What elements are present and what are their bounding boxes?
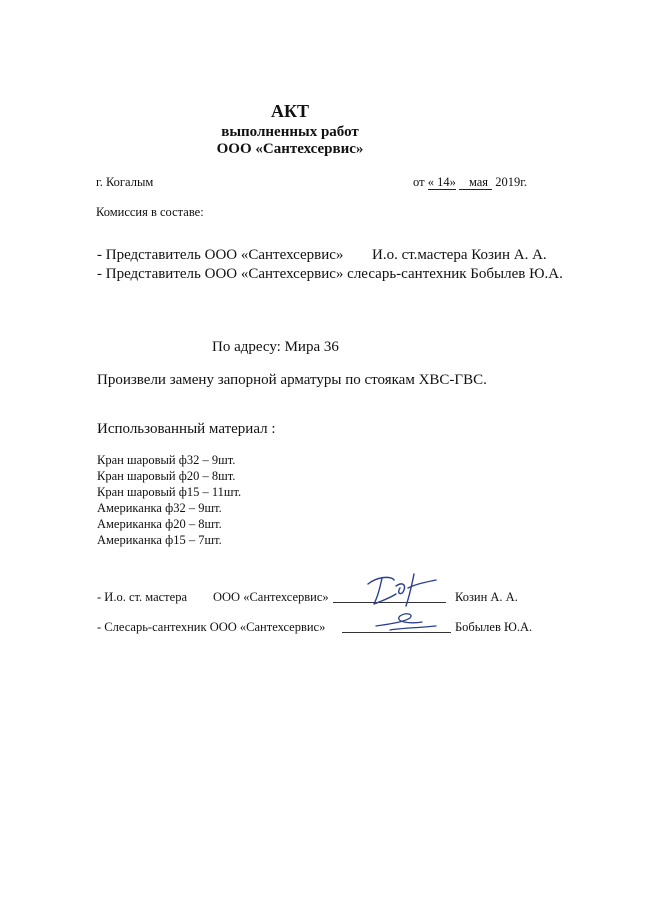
commission-member-2: - Представитель ООО «Сантехсервис» слесарь-сантехник Бобылев Ю.А.	[97, 266, 563, 282]
material-item: Кран шаровый ф15 – 11шт.	[97, 485, 242, 499]
date-day: « 14»	[427, 175, 456, 189]
work-description: Произвели замену запорной арматуры по стоякам ХВС-ГВС.	[97, 372, 487, 388]
commission-member-1	[97, 247, 343, 264]
signer-1-role: - И.о. ст. мастера	[97, 590, 187, 604]
document-subtitle: выполненных работ	[221, 124, 359, 140]
date-prefix: от	[413, 175, 425, 189]
member-1-org: - Представитель ООО «Сантехсервис»	[97, 247, 344, 263]
member-1-position: И.о. ст.мастера Козин А. А.	[372, 247, 547, 263]
document-date	[413, 175, 527, 190]
document-title: АКТ	[270, 101, 310, 121]
signer-2-role: - Слесарь-сантехник ООО «Сантехсервис»	[97, 620, 326, 634]
company-name: ООО «Сантехсервис»	[216, 141, 364, 157]
commission-label: Комиссия в составе:	[96, 205, 204, 219]
date-year: 2019г.	[495, 175, 528, 189]
materials-label: Использованный материал :	[97, 421, 276, 437]
material-item: Американка ф20 – 8шт.	[97, 517, 222, 531]
date-month: мая	[459, 176, 492, 190]
material-item: Кран шаровый ф20 – 8шт.	[97, 469, 236, 483]
handwritten-signature-2	[370, 608, 440, 639]
address: По адресу: Мира 36	[212, 339, 339, 355]
signer-2-name: Бобылев Ю.А.	[455, 620, 533, 634]
material-item: Кран шаровый ф32 – 9шт.	[97, 453, 236, 467]
material-item: Американка ф32 – 9шт.	[97, 501, 222, 515]
city: г. Когалым	[96, 175, 154, 189]
material-item: Американка ф15 – 7шт.	[97, 533, 222, 547]
signer-1-org: ООО «Сантехсервис»	[213, 590, 329, 604]
signer-1-name: Козин А. А.	[455, 590, 518, 604]
materials-list	[97, 452, 241, 548]
